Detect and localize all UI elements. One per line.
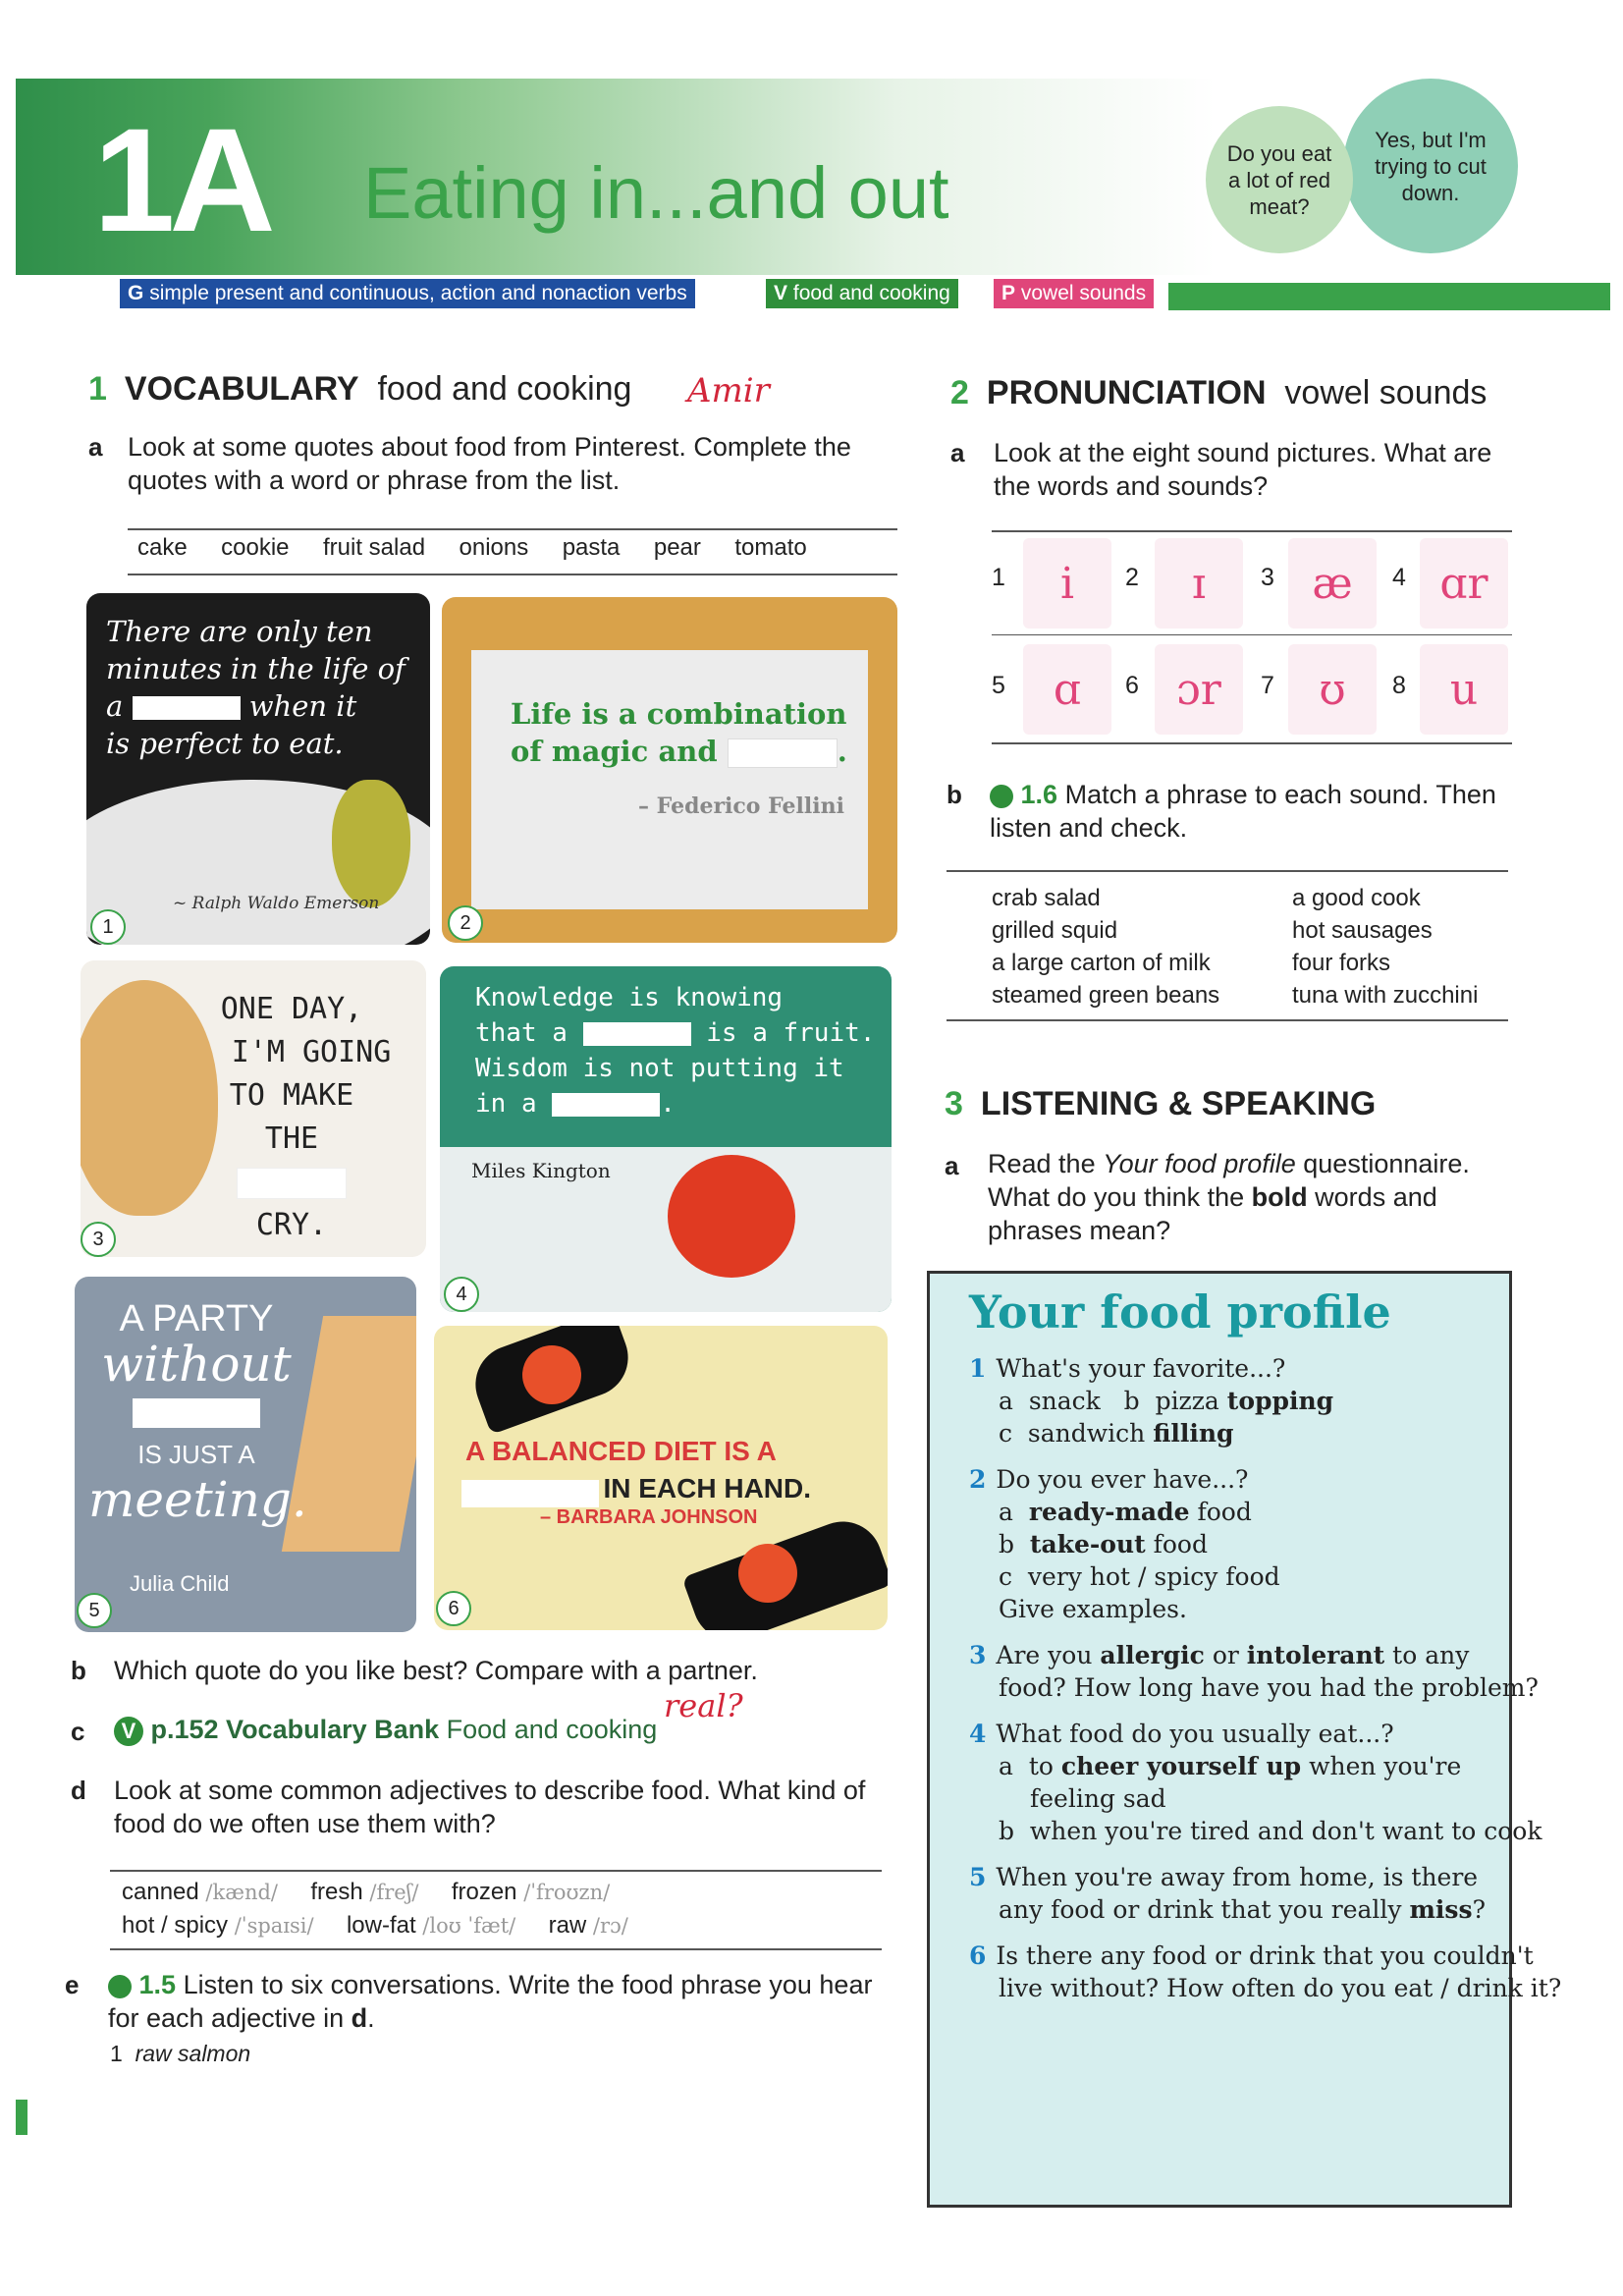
instruction-3a: Read the Your food profile questionnaire. What do you think the bold words and phrases mean? bbox=[988, 1149, 1470, 1245]
quote-card-4 bbox=[440, 966, 892, 1312]
sound-number: 5 bbox=[992, 672, 1005, 699]
vocabulary-bank-link[interactable]: V p.152 Vocabulary Bank Food and cooking bbox=[114, 1713, 657, 1746]
word-item: fruit salad bbox=[322, 534, 426, 561]
quote-2-text: Life is a combination of magic and . bbox=[511, 697, 847, 768]
question-letter-1b: b bbox=[71, 1656, 86, 1685]
sound-picture-bull: ʊ bbox=[1288, 644, 1377, 735]
unit-number: 1A bbox=[93, 97, 270, 262]
answer-blank bbox=[552, 1093, 660, 1117]
handwritten-note: real? bbox=[664, 1687, 743, 1724]
quote-card-5 bbox=[75, 1277, 416, 1632]
sound-picture-car: ɑr bbox=[1420, 538, 1508, 629]
phrase-item: four forks bbox=[1292, 950, 1391, 976]
audio-icon[interactable] bbox=[990, 785, 1013, 808]
quote-1-author: ~ Ralph Waldo Emerson bbox=[173, 894, 380, 913]
divider bbox=[992, 742, 1512, 744]
quote-6-author: – BARBARA JOHNSON bbox=[540, 1506, 758, 1528]
phrase-item: a good cook bbox=[1292, 885, 1421, 911]
quote-4-author: Miles Kington bbox=[471, 1159, 611, 1182]
sound-number: 2 bbox=[1125, 564, 1139, 591]
quote-1-text: There are only ten minutes in the life of a when it is perfect to eat. bbox=[106, 615, 406, 760]
question-letter-1a: a bbox=[88, 432, 103, 462]
quote-5-text: A PARTY without IS JUST A meeting. bbox=[88, 1298, 307, 1528]
profile-title: Your food profile bbox=[969, 1285, 1391, 1339]
quote-5-author: Julia Child bbox=[130, 1571, 230, 1596]
divider bbox=[992, 634, 1512, 635]
answer-blank bbox=[133, 696, 241, 720]
sound-picture-tree: ɪ bbox=[1155, 538, 1243, 629]
cookie-shape-bottom bbox=[738, 1544, 797, 1603]
food-profile-box bbox=[927, 1271, 1562, 2208]
vocabulary-heading: 1 VOCABULARY food and cooking bbox=[88, 370, 632, 408]
answer-blank bbox=[133, 1398, 260, 1428]
sound-picture-cat: æ bbox=[1288, 538, 1377, 629]
question-letter-1c: c bbox=[71, 1717, 85, 1746]
grammar-tag: G simple present and continuous, action and nonaction verbs bbox=[120, 279, 695, 308]
sound-picture-clock: ɑ bbox=[1023, 644, 1111, 735]
profile-questions: 1 What's your favorite...? a snack b pizza topping c sandwich filling 2 Do you ever have...? a ready-made food b take-out food c very hot / spicy food Give examples. 3 Are you allergic or intolerant to any food? How long have you had the problem? 4 What food do you usually eat...? a to cheer yourself up when you're feeling sad b when you're tired and don't want to cook 5 When you're away from home, is there any food or drink that you really miss? 6 Is there any food or drink that you couldn't live without? How often do you eat / drink it? bbox=[969, 1354, 1562, 2002]
speech-bubble-question: Do you eat a lot of red meat? bbox=[1206, 106, 1353, 253]
question-letter-3a: a bbox=[945, 1151, 959, 1180]
sound-number: 7 bbox=[1261, 672, 1274, 699]
question-letter-1e: e bbox=[65, 1970, 80, 1999]
card-number: 1 bbox=[90, 909, 126, 945]
adjective-list: canned /kænd/ fresh /freʃ/ frozen /ˈfroʊzn/ hot / spicy /ˈspaɪsi/ low-fat /loʊ ˈfæt/ raw /rɔ/ bbox=[122, 1879, 628, 1939]
word-list bbox=[137, 534, 837, 562]
page-marker bbox=[16, 2100, 27, 2135]
vocabulary-bank-icon: V bbox=[114, 1717, 143, 1746]
phrase-item: steamed green beans bbox=[992, 982, 1220, 1009]
divider bbox=[947, 870, 1508, 872]
sound-number: 3 bbox=[1261, 564, 1274, 591]
divider bbox=[110, 1870, 882, 1872]
sound-number: 8 bbox=[1392, 672, 1406, 699]
sound-number: 4 bbox=[1392, 564, 1406, 591]
answer-blank bbox=[583, 1022, 691, 1046]
listening-heading: 3 LISTENING & SPEAKING bbox=[945, 1085, 1377, 1122]
example-answer: 1 raw salmon bbox=[110, 2041, 251, 2066]
quote-3-text: ONE DAY, I'M GOING TO MAKE THE CRY. bbox=[220, 992, 392, 1242]
cookie-shape-top bbox=[522, 1345, 581, 1404]
answer-blank bbox=[461, 1480, 599, 1507]
divider bbox=[128, 528, 897, 530]
sound-number: 6 bbox=[1125, 672, 1139, 699]
sound-picture-fish: i bbox=[1023, 538, 1111, 629]
quote-card-1 bbox=[86, 593, 430, 945]
divider bbox=[128, 574, 897, 575]
card-number: 4 bbox=[444, 1277, 479, 1312]
answer-blank bbox=[728, 738, 838, 768]
pear-shape bbox=[332, 780, 410, 907]
instruction-2a: Look at the eight sound pictures. What are the words and sounds? bbox=[994, 438, 1492, 501]
sound-number: 1 bbox=[992, 564, 1005, 591]
word-item: onions bbox=[459, 534, 529, 561]
question-letter-1d: d bbox=[71, 1776, 86, 1805]
phrase-item: grilled squid bbox=[992, 917, 1118, 944]
pronunciation-tag: P vowel sounds bbox=[994, 279, 1154, 308]
quote-card-2 bbox=[442, 597, 897, 943]
sound-picture-boot: u bbox=[1420, 644, 1508, 735]
phrase-item: a large carton of milk bbox=[992, 950, 1211, 976]
instruction-1d: Look at some common adjectives to describe food. What kind of food do we often use them with? bbox=[114, 1776, 866, 1838]
phrases-right bbox=[1259, 882, 1478, 1011]
tomato-shape bbox=[668, 1155, 795, 1278]
phrase-item: hot sausages bbox=[1292, 917, 1433, 944]
divider bbox=[110, 1948, 882, 1950]
card-number: 6 bbox=[436, 1591, 471, 1626]
sound-picture-horse: ɔr bbox=[1155, 644, 1243, 735]
handwritten-name: Amir bbox=[687, 371, 770, 410]
instruction-1e: 1.5 Listen to six conversations. Write the food phrase you hear for each adjective in d. bbox=[108, 1970, 873, 2033]
quote-6-line1: A BALANCED DIET IS A bbox=[465, 1436, 777, 1466]
card-number: 2 bbox=[448, 905, 483, 941]
audio-icon[interactable] bbox=[108, 1975, 132, 1998]
quote-4-text: Knowledge is knowing that a is a fruit. Wisdom is not putting it in a . bbox=[475, 983, 876, 1119]
instruction-1a: Look at some quotes about food from Pinterest. Complete the quotes with a word or phrase from the list. bbox=[128, 432, 851, 495]
quote-card-6 bbox=[434, 1326, 888, 1630]
speech-bubble-answer: Yes, but I'm trying to cut down. bbox=[1343, 79, 1518, 253]
quote-2-panel bbox=[471, 650, 868, 909]
word-item: cookie bbox=[221, 534, 290, 561]
page-title: Eating in...and out bbox=[363, 152, 949, 234]
answer-blank bbox=[237, 1168, 347, 1199]
word-item: cake bbox=[137, 534, 188, 561]
divider bbox=[947, 1019, 1508, 1021]
instruction-2b: 1.6 Match a phrase to each sound. Then listen and check. bbox=[990, 780, 1496, 843]
card-number: 5 bbox=[77, 1593, 112, 1628]
word-item: tomato bbox=[734, 534, 807, 561]
instruction-1b: Which quote do you like best? Compare with a partner. bbox=[114, 1656, 758, 1685]
quote-2-author: – Federico Fellini bbox=[638, 793, 844, 819]
phrase-item: crab salad bbox=[992, 885, 1101, 911]
vocabulary-tag: V food and cooking bbox=[766, 279, 958, 308]
pronunciation-heading: 2 PRONUNCIATION vowel sounds bbox=[950, 374, 1488, 411]
header-strip bbox=[1168, 283, 1610, 310]
question-letter-2b: b bbox=[947, 780, 962, 809]
quote-6-line2: IN EACH HAND. bbox=[461, 1473, 811, 1507]
question-letter-2a: a bbox=[950, 438, 965, 467]
divider bbox=[992, 530, 1512, 532]
quote-card-3 bbox=[81, 960, 426, 1257]
phrase-item: tuna with zucchini bbox=[1292, 982, 1479, 1009]
word-item: pear bbox=[653, 534, 701, 561]
word-item: pasta bbox=[562, 534, 621, 561]
phrases-left bbox=[958, 882, 1219, 1011]
card-number: 3 bbox=[81, 1222, 116, 1257]
